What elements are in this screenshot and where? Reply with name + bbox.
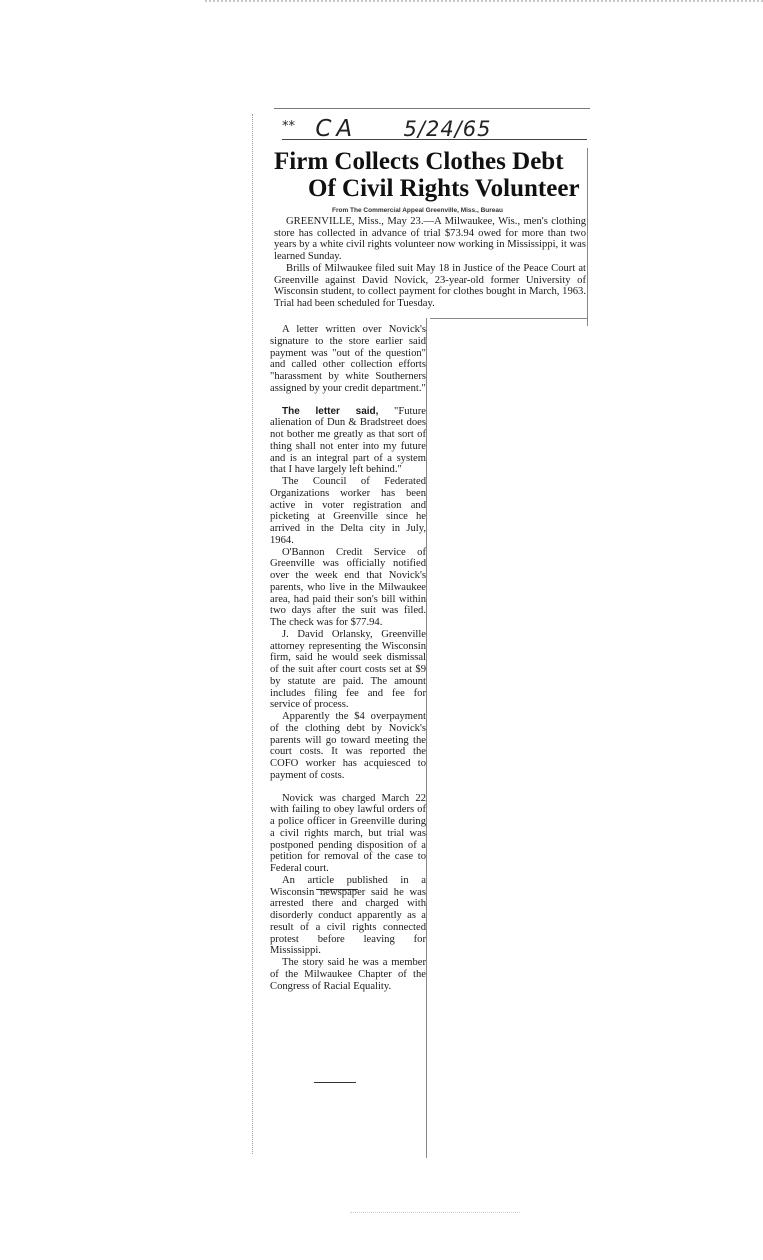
handwritten-underline: [282, 139, 587, 140]
pencil-dash-mark: [314, 1082, 356, 1083]
article-paragraph: A letter written over Novick's signature to the store earlier said payment was "out of the question" and called other collection efforts "harassment by white Southerners assigned by your credit department.": [270, 324, 426, 394]
article-paragraph: O'Bannon Credit Service of Greenville was officially notified over the week end that Novick's parents, who live in the Milwaukee area, had paid their son's bill within two days after the suit was filed. The check was for $77.94.: [270, 546, 426, 628]
headline-line-2: Of Civil Rights Volunteer: [308, 175, 580, 202]
article-paragraph: [270, 406, 426, 477]
article-paragraph: An article published in a Wisconsin newspaper said he was arrested there and charged with disorderly conduct apparently as a result of a civil rights connected protest before leaving for Mississippi.: [270, 874, 426, 957]
article-lead-section: [274, 216, 586, 310]
newspaper-clipping: [252, 108, 592, 1158]
article-paragraph: Novick was charged March 22 with failing to obey lawful orders of a police officer in Greenville during a civil rights march, but trial was postponed pending disposition of a petition for removal of the case to Federal court.: [270, 792, 426, 874]
column-rule: [430, 318, 588, 319]
clipping-top-rule: [274, 108, 590, 109]
article-headline: [274, 148, 590, 202]
article-byline: From The Commercial Appeal Greenville, Miss., Bureau: [332, 207, 503, 214]
article-paragraph: The story said he was a member of the Milwaukee Chapter of the Congress of Racial Equality.: [270, 957, 426, 992]
handwritten-publication: CA: [315, 116, 358, 142]
paragraph-lead-in: The letter said,: [282, 405, 379, 417]
article-body-column: [270, 324, 426, 992]
column-rule: [587, 148, 588, 326]
column-rule: [426, 318, 427, 1158]
handwritten-date: 5/24/65: [403, 117, 492, 141]
pencil-dash-mark: [316, 889, 358, 890]
scan-bottom-marks: [350, 1212, 520, 1223]
clipping-torn-edge: [252, 114, 259, 1154]
article-paragraph: J. David Orlansky, Greenville attorney representing the Wisconsin firm, said he would seek dismissal of the suit after court costs set at $9 by statute are paid. The amount includes filing fee and fee for service of process.: [270, 628, 426, 711]
handwritten-stars: **: [282, 119, 295, 134]
article-paragraph: GREENVILLE, Miss., May 23.—A Milwaukee, Wis., men's clothing store has collected in advance of trial $73.94 owed for more than two years by a white civil rights volunteer now working in Mississippi, it was learned Sunday.: [274, 216, 586, 263]
headline-line-1: Firm Collects Clothes Debt: [274, 148, 564, 175]
article-paragraph: The Council of Federated Organizations worker has been active in voter registration and picketing at Greenville since he arrived in the Delta city in July, 1964.: [270, 476, 426, 546]
article-paragraph: Apparently the $4 overpayment of the clothing debt by Novick's parents will go toward meeting the court costs. It was reported the COFO worker has acquiesced to payment of costs.: [270, 711, 426, 781]
article-paragraph: Brills of Milwaukee filed suit May 18 in Justice of the Peace Court at Greenville against David Novick, 23-year-old former University of Wisconsin student, to collect payment for clothes bought in March, 1963. Trial had been scheduled for Tuesday.: [274, 262, 586, 309]
paragraph-text: "Future alienation of Dun & Bradstreet does not bother me greatly as that sort of thing shall not enter into my future and is an integral part of a system that I have largely left behind.": [270, 405, 426, 476]
scan-edge-dots: [205, 0, 763, 6]
